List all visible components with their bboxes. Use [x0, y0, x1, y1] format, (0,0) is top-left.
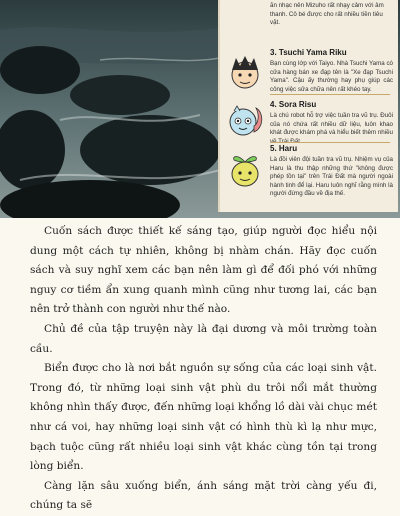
panel-top-fragment: ăn nhạc nên Mizuho rất nhạy cảm với âm thanh. Cô bé được cho rất nhiều tiền tiêu vặt. — [270, 2, 384, 27]
robot-squirrel-icon — [226, 102, 264, 140]
divider — [270, 94, 390, 95]
paragraph: Chủ đề của tập truyện này là đại dương và môi trường toàn cầu. — [30, 322, 377, 355]
paragraph: Biển được cho là nơi bắt nguồn sự sống của các loại sinh vật. Trong đó, từ những loại sinh vật phù du trôi nổi mắt thường không nhìn thấy được, đến những loại khổng lồ dài vài chục mét như cá voi, hay những loại sinh vật có hình thù kì lạ như mực, bạch tuộc cũng rất nhiều loại sinh vật khác cùng tồn tại trong lòng biển. — [30, 362, 377, 473]
character-description: Là đồi viên đội tuần tra vũ trụ. Nhiệm vụ của Haru là thu thập những thứ "không được phép tồn tại" trên Trái Đất mà người ngoài hành tinh để lại. Haru luôn nghĩ rằng mình là người đứng đầu về địa thế. — [270, 156, 393, 198]
divider — [270, 142, 390, 143]
character-panel — [218, 0, 398, 212]
character-name: 5. Haru — [270, 144, 298, 153]
paragraph: Cuốn sách được thiết kế sáng tạo, giúp người đọc hiểu nội dung một cách tự nhiên, không bị nhàm chán. Hãy đọc cuốn sách và suy nghĩ xem các bạn nên làm gì để đối phó với những nguy cơ tiềm ẩn xung quanh mình cũng như tương lai, các bạn nên trở thành con người như thế nào. — [30, 225, 377, 316]
sprout-character-icon — [226, 150, 264, 188]
paragraph: Càng lặn sâu xuống biển, ánh sáng mặt trời càng yếu đi, chúng ta sẽ — [30, 479, 377, 512]
character-name: 4. Sora Risu — [270, 100, 317, 109]
character-description: Là chú robot hỗ trợ việc tuần tra vũ trụ. Đuôi của nó chứa rất nhiều dữ liệu, luôn khao khát được khám phá và hiểu biết thêm nhiều — [270, 112, 393, 137]
character-description: Bạn cùng lớp với Taiyo. Nhà Tsuchi Yama có cửa hàng bán xe đạp tên là "Xe đạp Tsuchi Yama". Cậu ấy thường hay phụ giúp các công việc sửa chữa nên rất khéo tay. — [270, 60, 393, 93]
character-name: 3. Tsuchi Yama Riku — [270, 48, 347, 57]
body-text — [30, 222, 377, 516]
boy-character-icon — [226, 54, 264, 92]
